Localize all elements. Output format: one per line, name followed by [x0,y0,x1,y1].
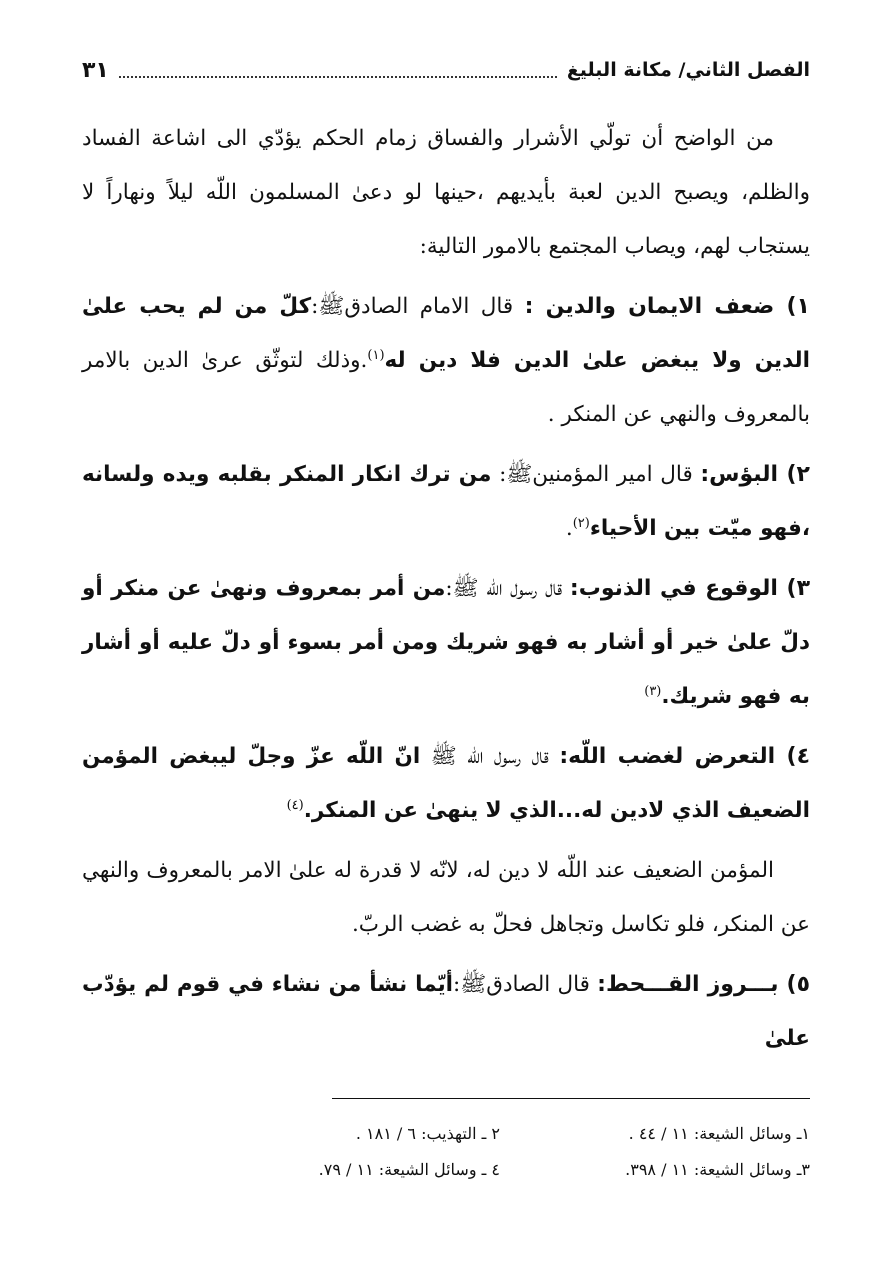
footnote-3: ٣ـ وسائل الشيعة: ١١ / ٣٩٨. [625,1160,810,1179]
main-text [82,112,810,1072]
item-attribution: قال رسول اللّه ﷺ: [445,576,570,601]
footnote-marker: (٣) [644,683,662,699]
item-attribution: قال الامام الصادقﷺ: [311,294,525,319]
list-item-4 [82,730,810,838]
item-attribution: قال الصادقﷺ: [453,972,598,997]
item-quote: من أمر بمعروف ونهىٰ عن منكر أو دلّ علىٰ خير أو أشار به فهو شريك ومن أمر بسوء أو دلّ عليه أو أشار به فهو شريك. [82,576,810,709]
item-heading: ٢) البؤس: [700,462,810,487]
footnote-marker: (٢) [572,515,590,531]
chapter-title: الفصل الثاني/ مكانة البليغ [566,59,810,81]
running-header [82,52,810,88]
footnote-marker: (٤) [286,797,304,813]
intro-paragraph: من الواضح أن تولّي الأشرار والفساق زمام الحكم يؤدّي الى اشاعة الفساد والظلم، ويصبح الدين لعبة بأيديهم ،حينها لو دعىٰ المسلمون اللّه ليلاً ونهاراً لا يستجاب لهم، ويصاب المجتمع بالامور التالية: [82,126,810,259]
page-number: ٣١ [82,57,109,83]
explanation-paragraph: المؤمن الضعيف عند اللّه لا دين له، لانّه لا قدرة له علىٰ الامر بالمعروف والنهي عن المنكر، فلو تكاسل وتجاهل فحلّ به غضب الربّ. [82,858,810,937]
footnote-1: ١ـ وسائل الشيعة: ١١ / ٤٤ . [628,1124,810,1143]
footnote-2: ٢ ـ التهذيب: ٦ / ١٨١ . [355,1124,500,1143]
item-heading: ٥) بـــروز القـــحط: [597,972,811,997]
item-quote: أيّما نشأ من نشاء في قوم لم يؤدّب علىٰ [82,972,810,1051]
footnotes [190,1116,810,1188]
item-quote: انّ اللّه عزّ وجلّ ليبغض المؤمن الضعيف الذي لادين له...الذي لا ينهىٰ عن المنكر. [82,744,810,823]
item-attribution: قال رسول اللّه ﷺ [420,744,560,769]
item-attribution: قال امير المؤمنينﷺ: [491,462,701,487]
list-item-2 [82,448,810,556]
item-heading: ١) ضعف الايمان والدين : [524,294,810,319]
item-commentary: . [565,516,573,541]
footnote-4: ٤ ـ وسائل الشيعة: ١١ / ٧٩. [318,1160,500,1179]
item-heading: ٣) الوقوع في الذنوب: [569,576,811,601]
item-commentary: .وذلك لتوثّق عرىٰ الدين بالامر بالمعروف والنهي عن المنكر . [82,348,810,427]
list-item-5 [82,958,810,1066]
list-item-3 [82,562,810,724]
item-quote: كلّ من لم يحب علىٰ الدين ولا يبغض علىٰ الدين فلا دين له [82,294,810,373]
list-item-1 [82,280,810,442]
footnote-divider [332,1098,810,1099]
item-quote: من ترك انكار المنكر بقلبه ويده ولسانه ،فهو ميّت بين الأحياء [82,462,810,541]
dot-leader [119,62,557,78]
item-heading: ٤) التعرض لغضب اللّه: [559,744,810,769]
footnote-marker: (١) [367,347,385,363]
